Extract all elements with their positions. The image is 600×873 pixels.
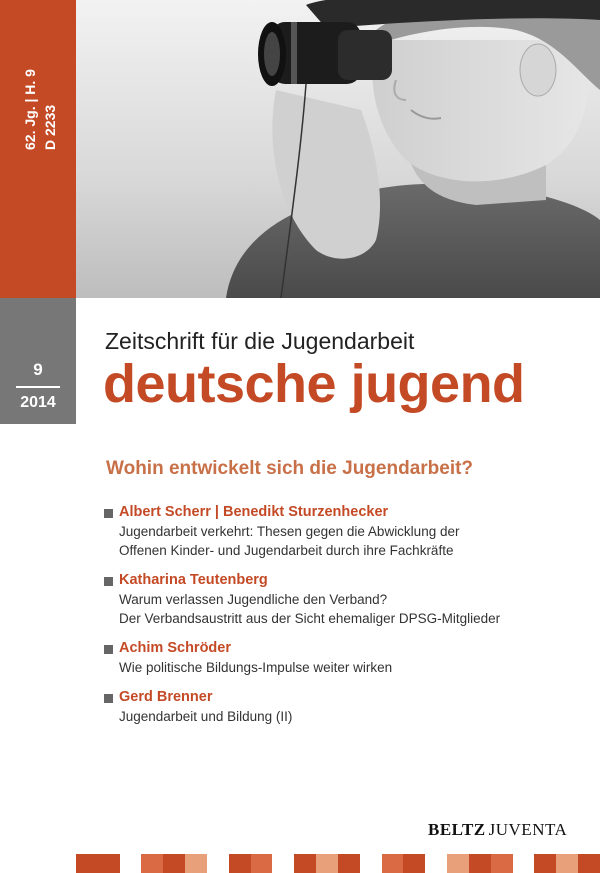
issue-year: 2014 xyxy=(20,394,56,411)
volume-info xyxy=(14,14,62,154)
magazine-subtitle: Zeitschrift für die Jugendarbeit xyxy=(105,328,415,354)
color-block xyxy=(120,854,142,873)
square-bullet-icon xyxy=(104,694,113,703)
color-block xyxy=(76,854,98,873)
article-item xyxy=(104,503,574,560)
color-block xyxy=(360,854,382,873)
article-author: Katharina Teutenberg xyxy=(119,572,268,588)
article-title-line: Jugendarbeit und Bildung (II) xyxy=(119,709,293,724)
article-list xyxy=(104,503,574,737)
color-block xyxy=(425,854,447,873)
color-block xyxy=(98,854,120,873)
color-block xyxy=(229,854,251,873)
color-block xyxy=(382,854,404,873)
article-item xyxy=(104,639,574,677)
publisher-brand-beltz: BELTZ xyxy=(428,820,486,839)
color-block xyxy=(141,854,163,873)
color-block xyxy=(447,854,469,873)
article-author: Gerd Brenner xyxy=(119,689,213,705)
issue-divider xyxy=(16,386,60,388)
article-title-line: Warum verlassen Jugendliche den Verband? xyxy=(119,592,388,607)
square-bullet-icon xyxy=(104,577,113,586)
article-title-line: Offenen Kinder- und Jugendarbeit durch ihre Fachkräfte xyxy=(119,543,454,558)
article-title-line: Jugendarbeit verkehrt: Thesen gegen die Abwicklung der xyxy=(119,524,460,539)
color-block xyxy=(578,854,600,873)
issue-headline: Wohin entwickelt sich die Jugendarbeit? xyxy=(106,458,474,479)
color-block xyxy=(338,854,360,873)
color-block xyxy=(272,854,294,873)
color-block xyxy=(316,854,338,873)
article-author: Albert Scherr | Benedikt Sturzenhecker xyxy=(119,504,389,520)
article-title-line: Wie politische Bildungs-Impulse weiter wirken xyxy=(119,660,393,675)
issue-box xyxy=(0,298,76,424)
volume-year-issue: 62. Jg. | H. 9 xyxy=(22,69,38,150)
magazine-title: deutsche jugend xyxy=(103,354,525,414)
color-block xyxy=(513,854,535,873)
color-block xyxy=(534,854,556,873)
volume-strip xyxy=(0,0,76,298)
article-title-line: Der Verbandsaustritt aus der Sicht ehemaliger DPSG-Mitglieder xyxy=(119,611,501,626)
color-block xyxy=(403,854,425,873)
color-block xyxy=(469,854,491,873)
square-bullet-icon xyxy=(104,509,113,518)
decorative-color-blocks xyxy=(76,854,600,873)
color-block xyxy=(556,854,578,873)
postal-code: D 2233 xyxy=(42,104,58,150)
publisher-brand-juventa: JUVENTA xyxy=(488,820,568,839)
publisher-logo xyxy=(428,820,567,840)
color-block xyxy=(185,854,207,873)
article-item xyxy=(104,571,574,628)
article-author: Achim Schröder xyxy=(119,640,231,656)
square-bullet-icon xyxy=(104,645,113,654)
color-block xyxy=(207,854,229,873)
issue-number: 9 xyxy=(33,360,43,379)
color-block xyxy=(491,854,513,873)
color-block xyxy=(251,854,273,873)
color-block xyxy=(294,854,316,873)
photo-binoculars-boy xyxy=(76,0,600,298)
color-block xyxy=(163,854,185,873)
article-item xyxy=(104,688,574,726)
cover-photo xyxy=(76,0,600,298)
